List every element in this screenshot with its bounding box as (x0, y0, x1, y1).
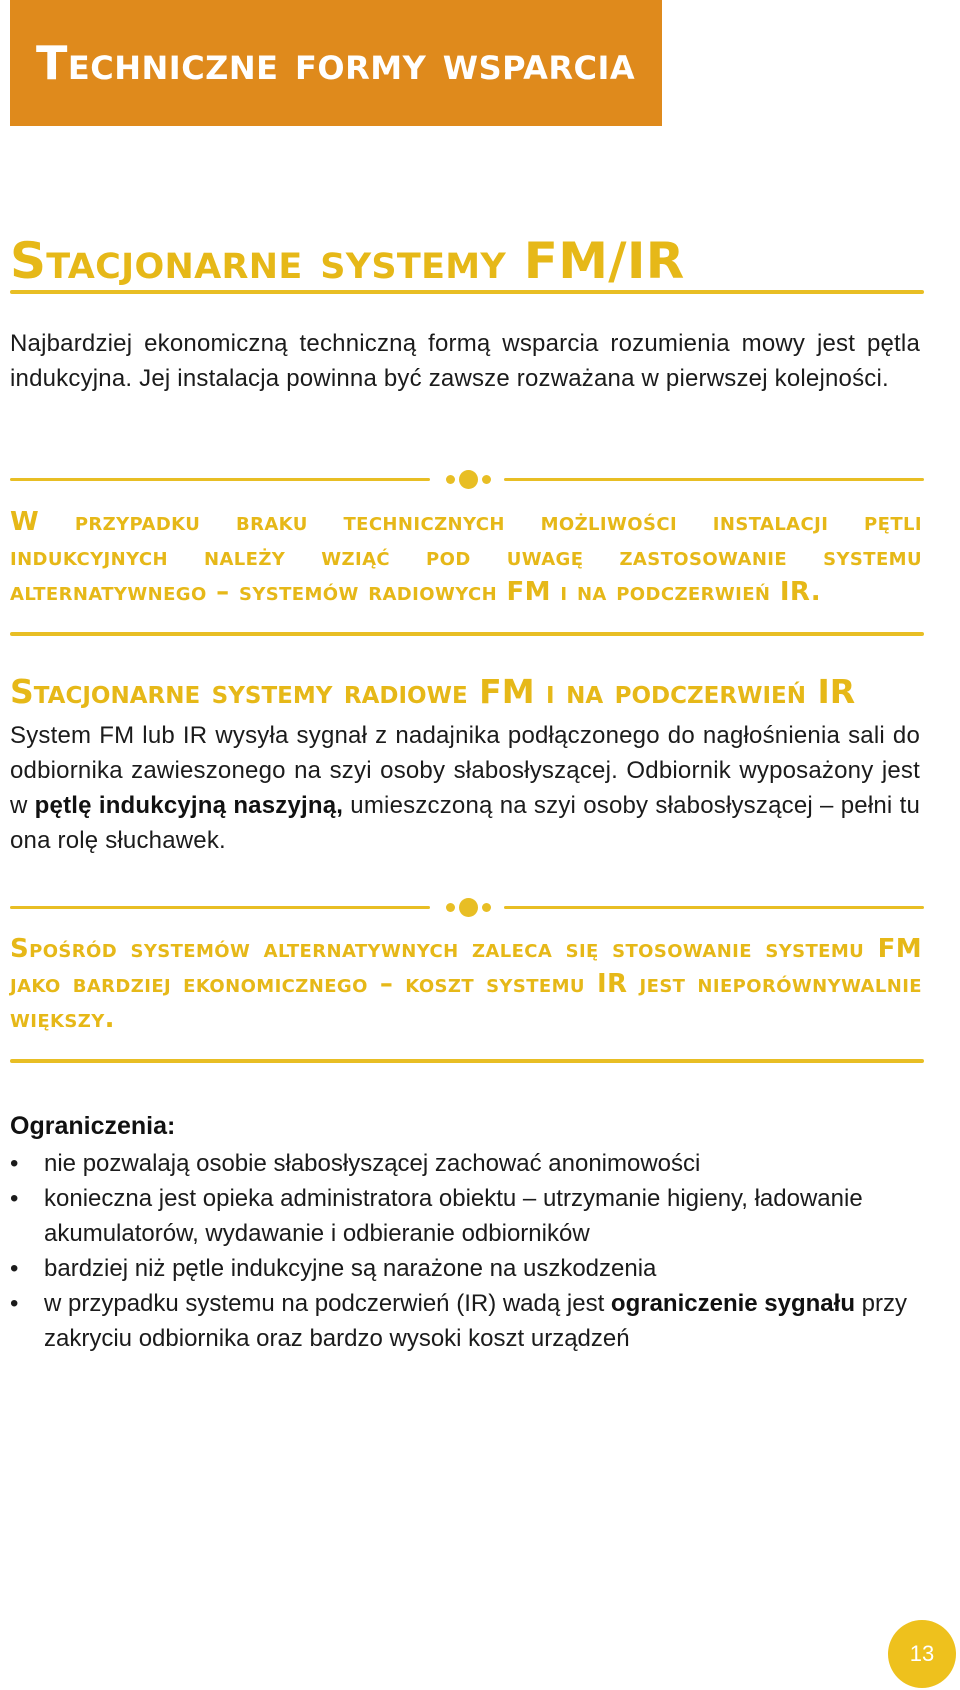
subsection-title: Stacjonarne systemy radiowe FM i na podczerwień IR (10, 672, 856, 711)
header-title: Techniczne formy wsparcia (36, 36, 636, 90)
bullet-icon: • (10, 1290, 19, 1317)
bullet-icon: • (10, 1185, 19, 1212)
callout-alternative-systems: W przypadku braku technicznych możliwości instalacji pętli indukcyjnych należy wziąć pod uwagę zastosowanie systemu alternatywnego – systemów radiowych FM i na podczerwień IR. (10, 507, 922, 607)
limitations-list (10, 1146, 930, 1356)
list-item: • nie pozwalają osobie słabosłyszącej zachować anonimowości (10, 1146, 930, 1181)
paragraph-text-continued: umieszczoną na szyi osoby słabosłyszącej – pełni tu ona rolę słuchawek. (10, 792, 920, 854)
page-number-badge: 13 (888, 1620, 956, 1688)
list-item: • bardziej niż pętle indukcyjne są narażone na uszkodzenia (10, 1251, 930, 1286)
bullet-icon: • (10, 1150, 19, 1177)
callout-underline (10, 632, 924, 636)
emphasis-signal-limitation: ograniczenie sygnału (610, 1290, 855, 1317)
list-item: • w przypadku systemu na podczerwień (IR) wadą jest ograniczenie sygnału przy zakryciu odbiornika oraz bardzo wysoki koszt urządzeń (10, 1286, 930, 1356)
callout-underline-2 (10, 1059, 924, 1063)
ornament-divider-2 (10, 898, 924, 918)
fm-ir-paragraph (10, 718, 920, 858)
limitations-heading: Ograniczenia: (10, 1112, 176, 1140)
callout-recommendation: Spośród systemów alternatywnych zaleca się stosowanie systemu FM jako bardziej ekonomicznego – koszt systemu IR jest nieporównywalnie większy. (10, 934, 922, 1034)
list-item: • konieczna jest opieka administratora obiektu – utrzymanie higieny, ładowanie akumulatorów, wydawanie i odbieranie odbiorników (10, 1181, 930, 1251)
paragraph-text: System FM lub IR wysyła sygnał z nadajnika podłączonego do nagłośnienia sali do odbiornika zawieszonego na szyi osoby słabosłyszącej. Odbiornik wyposażony jest w (10, 722, 920, 819)
intro-paragraph: Najbardziej ekonomiczną techniczną formą wsparcia rozumienia mowy jest pętla indukcyjna. Jej instalacja powinna być zawsze rozważana w pierwszej kolejności. (10, 330, 920, 392)
ornament-divider (10, 470, 924, 490)
bullet-icon: • (10, 1255, 19, 1282)
title-underline (10, 290, 924, 294)
emphasis-neckloop: pętlę indukcyjną naszyjną, (34, 792, 344, 819)
section-title: Stacjonarne systemy FM/IR (10, 232, 685, 290)
